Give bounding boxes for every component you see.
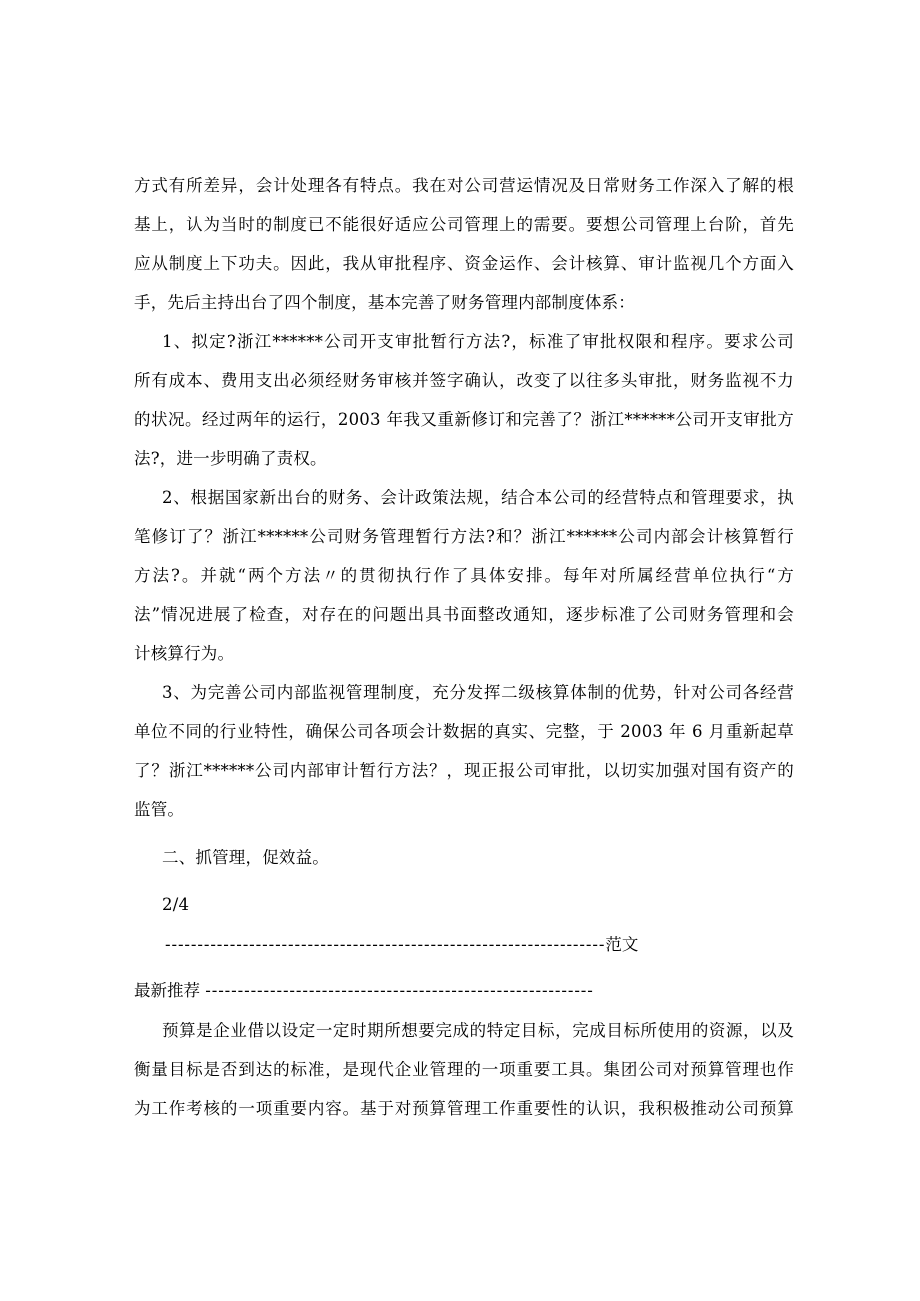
paragraph-line: 计核算行为。 <box>134 644 235 663</box>
section-heading: 二、抓管理，促效益。 <box>162 848 329 867</box>
paragraph-line: 基上，认为当时的制度已不能很好适应公司管理上的需要。要想公司管理上台阶，首先 <box>134 215 794 234</box>
separator-row-1 <box>165 933 638 957</box>
page-number: 2/4 <box>162 895 190 914</box>
paragraph-line: 方式有所差异，会计处理各有特点。我在对公司营运情况及日常财务工作深入了解的根 <box>134 176 794 195</box>
paragraph-line: 的状况。经过两年的运行，2003 年我又重新修订和完善了？浙江******公司开支审批方 <box>134 410 794 429</box>
paragraph-line: 3、为完善公司内部监视管理制度，充分发挥二级核算体制的优势，针对公司各经营 <box>162 683 794 702</box>
paragraph-line: 法?，进一步明确了责权。 <box>134 449 327 468</box>
paragraph-line: 单位不同的行业特性，确保公司各项会计数据的真实、完整，于 2003 年 6 月重新起草 <box>134 722 794 741</box>
paragraph-line: 为工作考核的一项重要内容。基于对预算管理工作重要性的认识，我积极推动公司预算 <box>134 1099 794 1118</box>
paragraph-line: 手，先后主持出台了四个制度，基本完善了财务管理内部制度体系： <box>134 293 635 312</box>
separator-row-2 <box>134 979 594 1003</box>
paragraph-line: 所有成本、费用支出必须经财务审核并签字确认，改变了以往多头审批，财务监视不力 <box>134 371 794 390</box>
paragraph-line: 了？浙江******公司内部审计暂行方法？，现正报公司审批，以切实加强对国有资产的 <box>134 761 794 780</box>
separator-label: 范文 <box>605 935 639 954</box>
paragraph-line: 笔修订了？浙江******公司财务管理暂行方法?和？浙江******公司内部会计核算暂行 <box>134 527 794 546</box>
paragraph-line: 1、拟定?浙江******公司开支审批暂行方法?，标准了审批权限和程序。要求公司 <box>162 332 794 351</box>
separator-dashes: -------------------------------------------------------------------- <box>165 935 606 954</box>
separator-dashes: ------------------------------------------------------------ <box>205 981 594 1000</box>
separator-label: 最新推荐 <box>134 981 200 1000</box>
paragraph-line: 方法?。并就“两个方法〃的贯彻执行作了具体安排。每年对所属经营单位执行“方 <box>134 566 794 585</box>
paragraph-line: 衡量目标是否到达的标准，是现代企业管理的一项重要工具。集团公司对预算管理也作 <box>134 1060 794 1079</box>
paragraph-line: 预算是企业借以设定一定时期所想要完成的特定目标，完成目标所使用的资源，以及 <box>162 1021 794 1040</box>
paragraph-line: 法”情况进展了检查，对存在的问题出具书面整改通知，逐步标准了公司财务管理和会 <box>134 605 794 624</box>
paragraph-line: 2、根据国家新出台的财务、会计政策法规，结合本公司的经营特点和管理要求，执 <box>162 488 794 507</box>
paragraph-line: 应从制度上下功夫。因此，我从审批程序、资金运作、会计核算、审计监视几个方面入 <box>134 254 794 273</box>
paragraph-line: 监管。 <box>134 800 185 819</box>
